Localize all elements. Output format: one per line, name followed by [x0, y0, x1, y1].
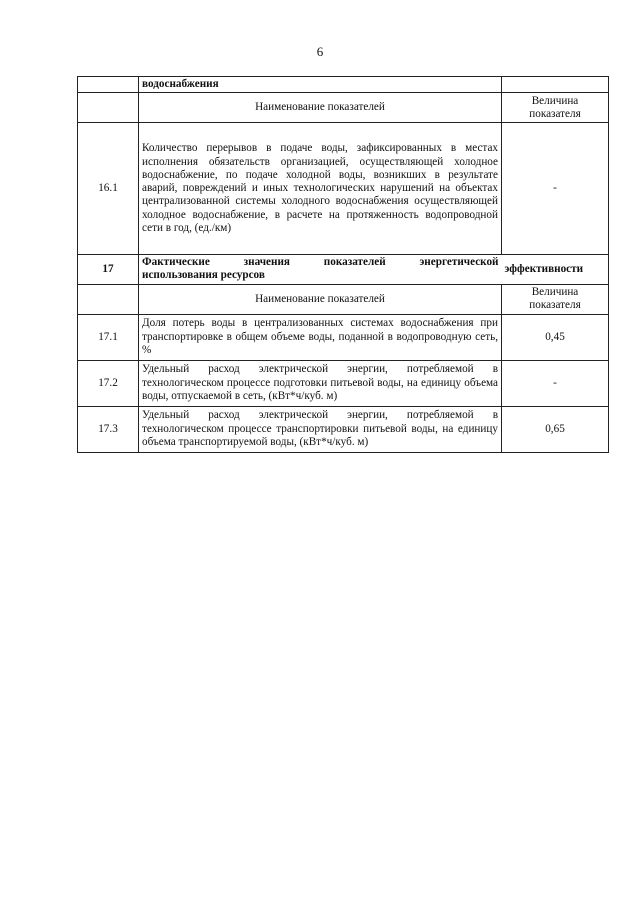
- section-title: [139, 255, 502, 284]
- section-number: 17: [78, 255, 139, 284]
- row-value: -: [502, 123, 609, 255]
- section-title-line1: Фактические значения показателей энергетической: [142, 256, 499, 269]
- top-fragment-value-cell: [502, 77, 609, 93]
- table-header-row: [78, 93, 609, 123]
- table-row-17-3: [78, 406, 609, 452]
- header-value-label: [502, 93, 609, 123]
- header-name-label: Наименование показателей: [139, 93, 502, 123]
- row-text: Количество перерывов в подаче воды, зафиксированных в местах исполнения обязательств организацией, осуществляющей холодное водоснабжение, по подаче холодной воды, возникших в результате аварий, повреждений и иных технологических нарушений на объектах централизованной системы холодного водоснабжения осуществляющей холодное водоснабжение, в расчете на протяженность водопроводной сети в год, (ед./км): [139, 123, 502, 255]
- table-row-16-1: [78, 123, 609, 255]
- row-text: Удельный расход электрической энергии, потребляемой в технологическом процессе транспортировки питьевой воды, на единицу объема транспортируемой воды, (кВт*ч/куб. м): [139, 406, 502, 452]
- table-row-top-fragment: [78, 77, 609, 93]
- top-fragment-text: водоснабжения: [139, 77, 502, 93]
- header-name-label: Наименование показателей: [139, 284, 502, 314]
- section-17-row: [78, 255, 609, 284]
- header-value-label: [502, 284, 609, 314]
- header-value-label-line1: Величина: [531, 94, 579, 107]
- header-value-label-line1: Величина: [531, 285, 579, 298]
- row-number: 17.1: [78, 314, 139, 360]
- row-number: 17.3: [78, 406, 139, 452]
- row-value: -: [502, 360, 609, 406]
- top-fragment-num-cell: [78, 77, 139, 93]
- page-number: 6: [316, 44, 324, 59]
- row-value: 0,65: [502, 406, 609, 452]
- section-title-line2: использования ресурсов: [142, 269, 265, 282]
- header-num-cell: [78, 284, 139, 314]
- row-text: Доля потерь воды в централизованных системах водоснабжения при транспортировке в общем объеме воды, поданной в водопроводную сеть, %: [139, 314, 502, 360]
- row-number: 17.2: [78, 360, 139, 406]
- indicators-table: [77, 76, 609, 453]
- row-value: 0,45: [502, 314, 609, 360]
- header-num-cell: [78, 93, 139, 123]
- row-text: Удельный расход электрической энергии, потребляемой в технологическом процессе подготовки питьевой воды, на единицу объема воды, отпускаемой в сеть, (кВт*ч/куб. м): [139, 360, 502, 406]
- row-number: 16.1: [78, 123, 139, 255]
- table-row-17-2: [78, 360, 609, 406]
- section-title-tail: эффективности: [502, 255, 609, 284]
- header-value-label-line2: показателя: [529, 107, 581, 120]
- table-row-17-1: [78, 314, 609, 360]
- table-header-row-2: [78, 284, 609, 314]
- header-value-label-line2: показателя: [529, 299, 581, 312]
